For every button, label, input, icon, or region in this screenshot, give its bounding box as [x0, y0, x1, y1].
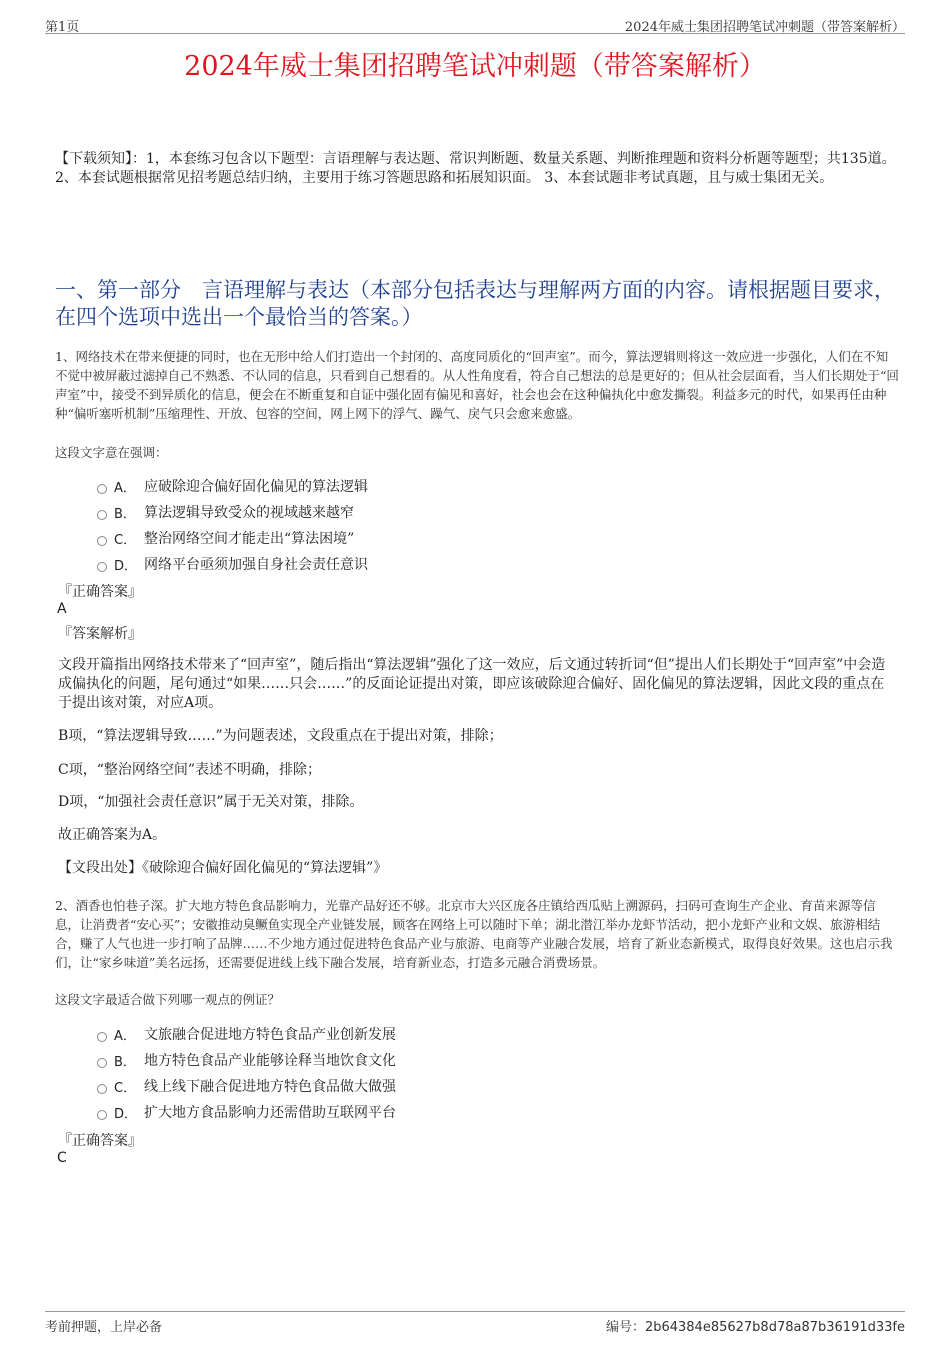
question-1-prompt: 这段文字意在强调： [55, 445, 168, 460]
question-1-options [97, 473, 368, 577]
question-1-stem: 1、网络技术在带来便捷的同时，也在无形中给人们打造出一个封闭的、高度同质化的“回声室”。而今，算法逻辑则将这一效应进一步强化，人们在不知不觉中被屏蔽过滤掉自己不熟悉、不认同的信息，只看到自己想看的。从人性角度看，符合自己想法的总是更好的；但从社会层面看，当人们长期处于“回声室”中，接受不到异质化的信息，便会在不断重复和自证中强化固有偏见和喜好，社会也会在这种偏执化中愈发撕裂。利益多元的时代，如果再任由种种“偏听塞听机制”压缩理性、开放、包容的空间，网上网下的浮气、躁气、戾气只会愈来愈盛。 [55, 349, 899, 421]
radio-icon[interactable] [97, 536, 107, 546]
question-2-answer-label: 『正确答案』 [58, 1133, 142, 1149]
footer-slogan: 考前押题，上岸必备 [45, 1320, 163, 1335]
analysis-paragraph: B项，“算法逻辑导致……”为问题表述，文段重点在于提出对策，排除； [58, 728, 503, 744]
page-number: 第1页 [45, 20, 80, 35]
document-title: 2024年威士集团招聘笔试冲刺题（带答案解析） [184, 51, 766, 82]
question-1-option-d[interactable]: D． 网络平台亟须加强自身社会责任意识 [97, 551, 368, 577]
source-citation: 【文段出处】《破除迎合偏好固化偏见的“算法逻辑”》 [58, 860, 388, 876]
question-1-analysis-label: 『答案解析』 [58, 626, 142, 642]
radio-icon[interactable] [97, 1032, 107, 1042]
analysis-paragraph: 文段开篇指出网络技术带来了“回声室”，随后指出“算法逻辑”强化了这一效应，后文通过转折词“但”提出人们长期处于“回声室”中会造成偏执化的问题，尾句通过“如果……只会……”的反面论证提出对策，即应该破除迎合偏好、固化偏见的算法逻辑，因此文段的重点在于提出该对策，对应A项。 [58, 657, 886, 711]
page-footer [45, 1311, 905, 1333]
download-notice: 【下载须知】：1，本套练习包含以下题型：言语理解与表达题、常识判断题、数量关系题、判断推理题和资料分析题等题型；共135道。 2、本套试题根据常见招考题总结归纳，主要用于练习答题思路和拓展知识面。 3、本套试题非考试真题，且与威士集团无关。 [55, 151, 896, 186]
question-1-option-b[interactable]: B． 算法逻辑导致受众的视域越来越窄 [97, 499, 368, 525]
radio-icon[interactable] [97, 1110, 107, 1120]
question-2-stem: 2、酒香也怕巷子深。扩大地方特色食品影响力，光靠产品好还不够。北京市大兴区庞各庄镇给西瓜贴上溯源码，扫码可查询生产企业、育苗来源等信息，让消费者“安心买”；安徽推动臭鳜鱼实现全产业链发展，顾客在网络上可以随时下单；湖北潜江举办龙虾节活动，把小龙虾产业和文娱、旅游相结合，赚了人气也进一步打响了品牌……不少地方通过促进特色食品产业与旅游、电商等产业融合发展，培育了新业态新模式，取得良好效果。这也启示我们，让“家乡味道”美名远扬，还需要促进线上线下融合发展，培育新业态，打造多元融合消费场景。 [55, 898, 893, 970]
radio-icon[interactable] [97, 1084, 107, 1094]
question-1-answer-label: 『正确答案』 [58, 584, 142, 600]
question-2-option-c[interactable]: C． 线上线下融合促进地方特色食品做大做强 [97, 1073, 396, 1099]
section-heading: 一、第一部分 言语理解与表达（本部分包括表达与理解两方面的内容。请根据题目要求，在四个选项中选出一个最恰当的答案。） [55, 278, 895, 329]
radio-icon[interactable] [97, 484, 107, 494]
analysis-paragraph: 故正确答案为A。 [58, 827, 167, 843]
footer-code: 编号：2b64384e85627b8d78a87b36191d33fe [605, 1320, 905, 1335]
question-1-answer: A [57, 601, 67, 617]
analysis-paragraph: D项，“加强社会责任意识”属于无关对策，排除。 [58, 794, 364, 810]
question-2-answer: C [57, 1150, 67, 1166]
question-2-option-d[interactable]: D． 扩大地方食品影响力还需借助互联网平台 [97, 1099, 396, 1125]
header-doc-title: 2024年威士集团招聘笔试冲刺题（带答案解析） [624, 20, 905, 35]
radio-icon[interactable] [97, 562, 107, 572]
question-2-option-a[interactable]: A． 文旅融合促进地方特色食品产业创新发展 [97, 1021, 396, 1047]
question-1-option-c[interactable]: C． 整治网络空间才能走出“算法困境” [97, 525, 368, 551]
question-2-prompt: 这段文字最适合做下列哪一观点的例证？ [55, 992, 281, 1007]
analysis-paragraph: C项，“整治网络空间”表述不明确，排除； [58, 762, 322, 778]
question-2-option-b[interactable]: B． 地方特色食品产业能够诠释当地饮食文化 [97, 1047, 396, 1073]
page-header [45, 14, 905, 34]
question-2-options [97, 1021, 396, 1125]
question-1-option-a[interactable]: A． 应破除迎合偏好固化偏见的算法逻辑 [97, 473, 368, 499]
radio-icon[interactable] [97, 1058, 107, 1068]
radio-icon[interactable] [97, 510, 107, 520]
